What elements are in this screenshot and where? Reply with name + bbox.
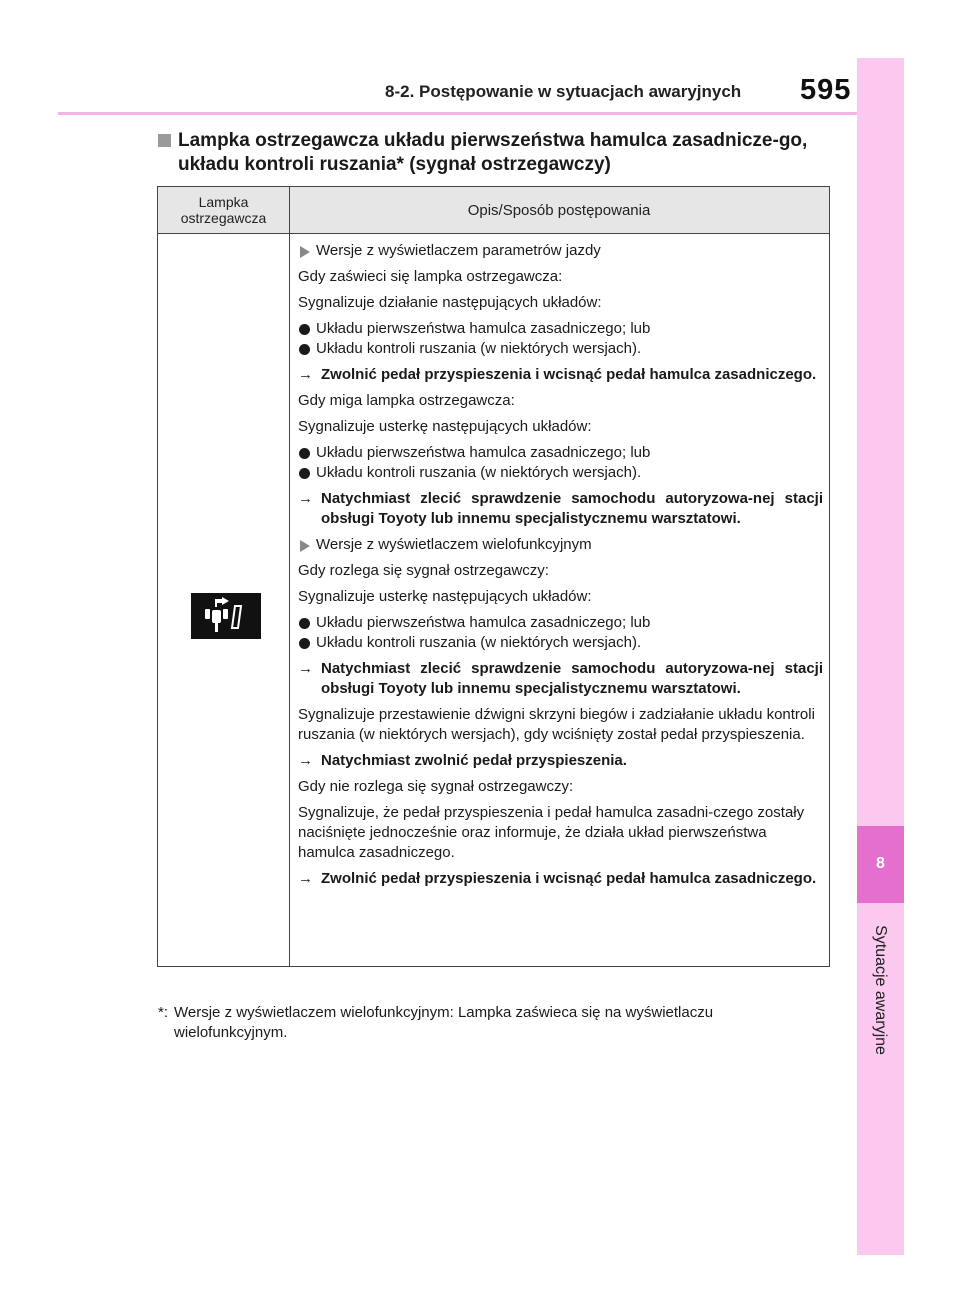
bullet-item: Układu pierwszeństwa hamulca zasadniczego; lub bbox=[298, 443, 823, 463]
action-instruction: → Zwolnić pedał przyspieszenia i wcisnąć pedał hamulca zasadniczego. bbox=[298, 870, 817, 887]
version-label: Wersje z wyświetlaczem wielofunkcyjnym bbox=[298, 535, 823, 555]
brake-override-warning-icon bbox=[191, 593, 261, 639]
bullet-list bbox=[298, 319, 823, 359]
paragraph: Sygnalizuje działanie następujących układów: bbox=[298, 294, 602, 311]
bullet-item: Układu kontroli ruszania (w niektórych wersjach). bbox=[298, 633, 823, 653]
table-header bbox=[158, 187, 829, 234]
paragraph: Gdy zaświeci się lampka ostrzegawcza: bbox=[298, 268, 563, 285]
square-bullet-icon bbox=[158, 134, 171, 147]
bullet-icon bbox=[299, 618, 310, 629]
action-instruction: → Zwolnić pedał przyspieszenia i wcisnąć pedał hamulca zasadniczego. bbox=[298, 366, 817, 383]
warning-light-table bbox=[157, 186, 830, 967]
footnote-mark: *: bbox=[158, 1004, 169, 1021]
paragraph: Gdy rozlega się sygnał ostrzegawczy: bbox=[298, 562, 549, 579]
triangle-bullet-icon bbox=[300, 540, 310, 552]
arrow-icon: → bbox=[298, 870, 313, 887]
version-label: Wersje z wyświetlaczem parametrów jazdy bbox=[298, 241, 823, 261]
section-heading bbox=[158, 129, 828, 177]
arrow-icon: → bbox=[298, 490, 313, 507]
bullet-item: Układu pierwszeństwa hamulca zasadniczego; lub bbox=[298, 613, 823, 633]
action-instruction: → Natychmiast zlecić sprawdzenie samochodu autoryzowa-nej stacji obsługi Toyoty lub innemu specjalistycznemu warsztatowi. bbox=[298, 660, 823, 697]
chapter-label: Sytuacje awaryjne bbox=[872, 925, 889, 1055]
bullet-item: Układu kontroli ruszania (w niektórych wersjach). bbox=[298, 463, 823, 483]
bullet-item: Układu pierwszeństwa hamulca zasadniczego; lub bbox=[298, 319, 823, 339]
column-divider bbox=[289, 233, 290, 966]
bullet-list bbox=[298, 613, 823, 653]
header-description: Opis/Sposób postępowania bbox=[467, 201, 651, 219]
arrow-icon: → bbox=[298, 660, 313, 677]
bullet-list bbox=[298, 443, 823, 483]
page-number: 595 bbox=[800, 74, 852, 106]
paragraph: Sygnalizuje usterkę następujących układów: bbox=[298, 588, 592, 605]
footnote-text: Wersje z wyświetlaczem wielofunkcyjnym: Lampka zaświeca się na wyświetlaczu wielofunkcyjnym. bbox=[174, 1004, 714, 1041]
bullet-icon bbox=[299, 448, 310, 459]
paragraph: Sygnalizuje przestawienie dźwigni skrzyni biegów i zadziałanie układu kontroli ruszania (w niektórych wersjach), gdy wciśnięty został pedał przyspieszenia. bbox=[298, 706, 815, 743]
bullet-icon bbox=[299, 324, 310, 335]
paragraph: Sygnalizuje, że pedał przyspieszenia i pedał hamulca zasadni-czego zostały naciśnięte jednocześnie oraz informuje, że działa układ pierwszeństwa hamulca zasadniczego. bbox=[298, 804, 805, 861]
paragraph: Sygnalizuje usterkę następujących układów: bbox=[298, 418, 592, 435]
heading-text: Lampka ostrzegawcza układu pierwszeństwa hamulca zasadnicze-go, układu kontroli ruszania* (sygnał ostrzegawczy) bbox=[178, 130, 808, 175]
header-warning-light: Lampka ostrzegawcza bbox=[158, 187, 290, 233]
arrow-icon: → bbox=[298, 752, 313, 769]
bullet-icon bbox=[299, 468, 310, 479]
action-instruction: → Natychmiast zwolnić pedał przyspieszenia. bbox=[298, 752, 627, 769]
triangle-bullet-icon bbox=[300, 246, 310, 258]
arrow-icon: → bbox=[298, 366, 313, 383]
paragraph: Gdy miga lampka ostrzegawcza: bbox=[298, 392, 515, 409]
bullet-icon bbox=[299, 344, 310, 355]
paragraph: Gdy nie rozlega się sygnał ostrzegawczy: bbox=[298, 778, 574, 795]
header-rule bbox=[58, 112, 858, 115]
chapter-side-tab bbox=[857, 58, 904, 1255]
footnote bbox=[158, 1003, 830, 1043]
bullet-item: Układu kontroli ruszania (w niektórych wersjach). bbox=[298, 339, 823, 359]
description-cell bbox=[298, 241, 823, 895]
action-instruction: → Natychmiast zlecić sprawdzenie samochodu autoryzowa-nej stacji obsługi Toyoty lub innemu specjalistycznemu warsztatowi. bbox=[298, 490, 823, 527]
bullet-icon bbox=[299, 638, 310, 649]
chapter-number: 8 bbox=[876, 855, 885, 872]
section-title: 8-2. Postępowanie w sytuacjach awaryjnych bbox=[385, 82, 742, 101]
